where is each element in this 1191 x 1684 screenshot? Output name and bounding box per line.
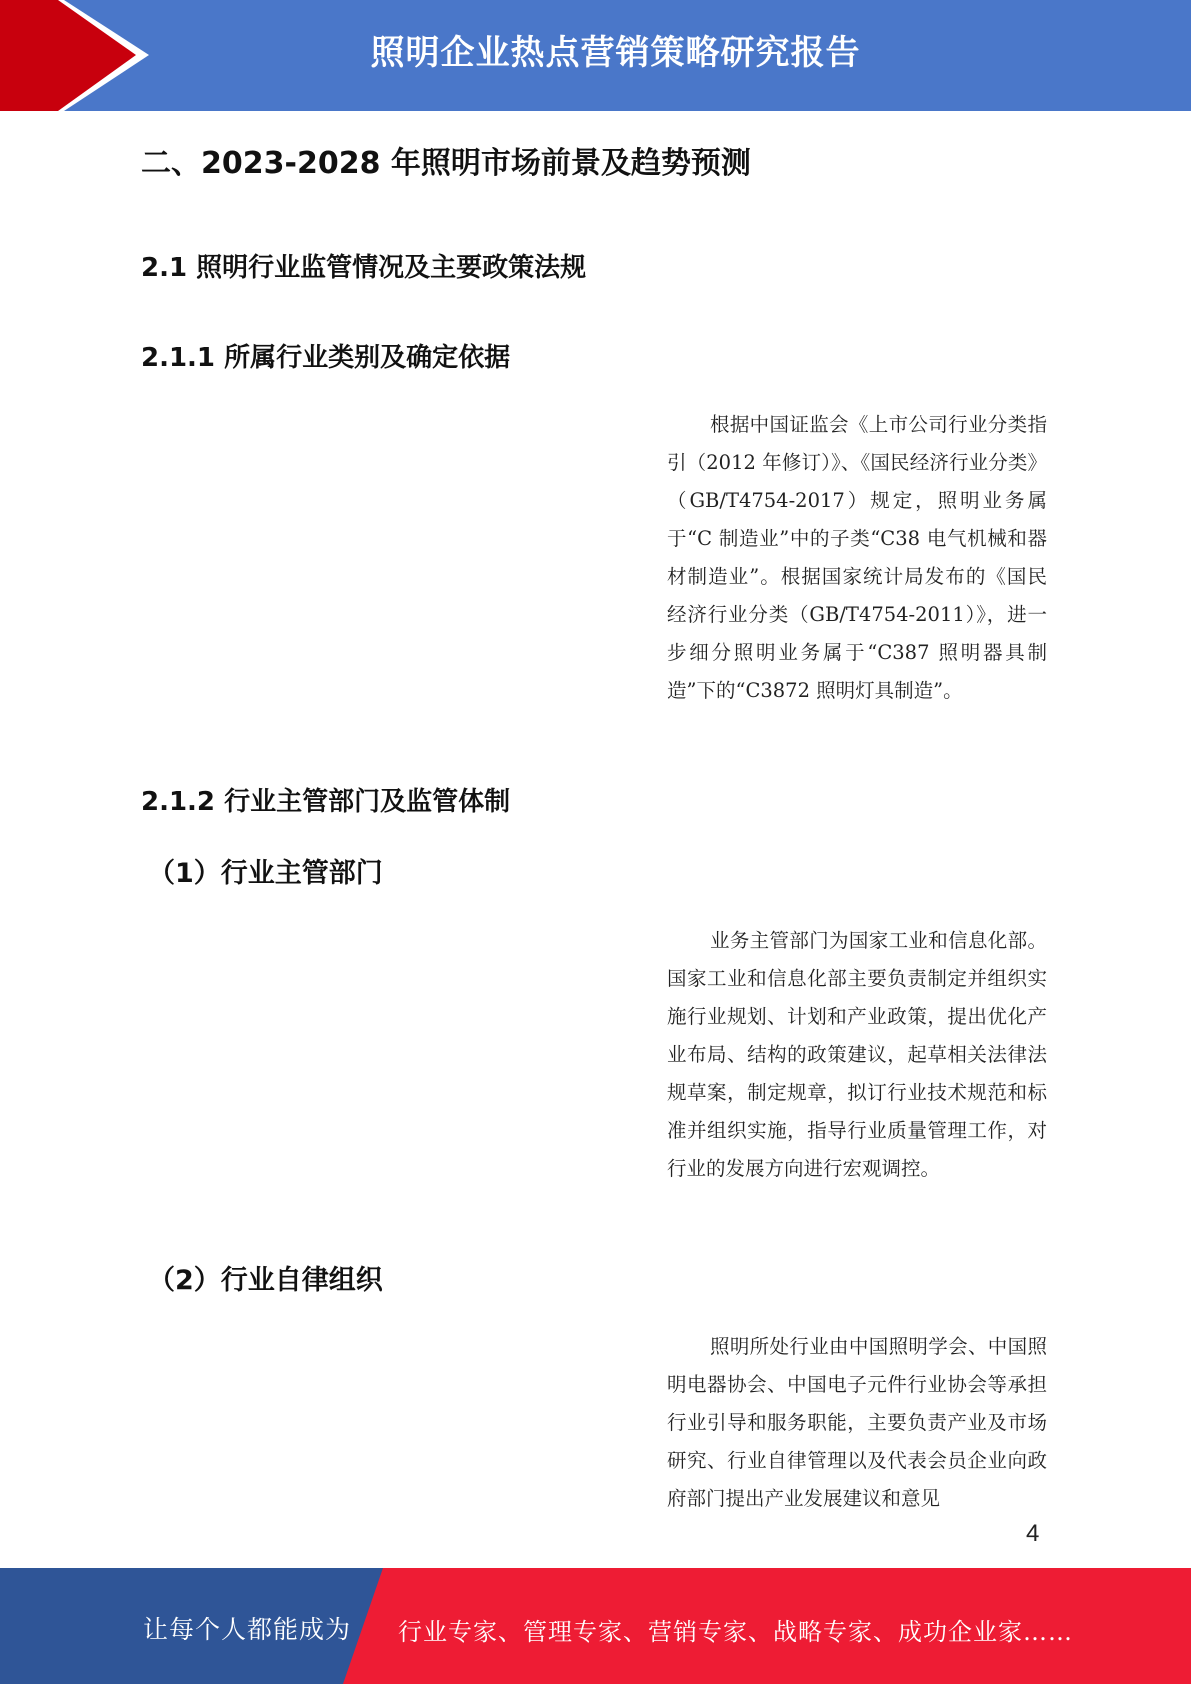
section-heading-2-1-1: 2.1.1 所属行业类别及确定依据 — [141, 343, 511, 373]
subsection-heading-self-regulation: （2）行业自律组织 — [148, 1265, 383, 1296]
footer-slogan-right: 行业专家、管理专家、营销专家、战略专家、成功企业家…… — [398, 1618, 1073, 1646]
paragraph-regulator: 业务主管部门为国家工业和信息化部。国家工业和信息化部主要负责制定并组织实施行业规划、计划和产业政策，提出优化产业布局、结构的政策建议，起草相关法律法规草案，制定规章，拟订行业技术规范和标准并组织实施，指导行业质量管理工作，对行业的发展方向进行宏观调控。 — [667, 929, 1047, 1180]
paragraph-industry-category: 根据中国证监会《上市公司行业分类指引（2012 年修订）》、《国民经济行业分类》（GB/T4754-2017）规定，照明业务属于“C 制造业”中的子类“C38 电气机械和器材制造业”。根据国家统计局发布的《国民经济行业分类（GB/T4754-2011）》，进一步细分照明业务属于“C387 照明器具制造”下的“C3872 照明灯具制造”。 — [667, 413, 1047, 702]
report-title: 照明企业热点营销策略研究报告 — [370, 33, 861, 73]
section-heading-2-1: 2.1 照明行业监管情况及主要政策法规 — [141, 253, 587, 283]
section-heading-2-1-2: 2.1.2 行业主管部门及监管体制 — [141, 787, 511, 817]
footer-slogan-left: 让每个人都能成为 — [143, 1615, 352, 1644]
page-number: 4 — [1026, 1520, 1040, 1547]
chapter-heading: 二、2023-2028 年照明市场前景及趋势预测 — [141, 146, 751, 181]
header-bar — [0, 0, 1191, 111]
subsection-heading-regulator: （1）行业主管部门 — [148, 858, 383, 889]
paragraph-self-regulation: 照明所处行业由中国照明学会、中国照明电器协会、中国电子元件行业协会等承担行业引导和服务职能，主要负责产业及市场研究、行业自律管理以及代表会员企业向政府部门提出产业发展建议和意见 — [667, 1335, 1047, 1510]
